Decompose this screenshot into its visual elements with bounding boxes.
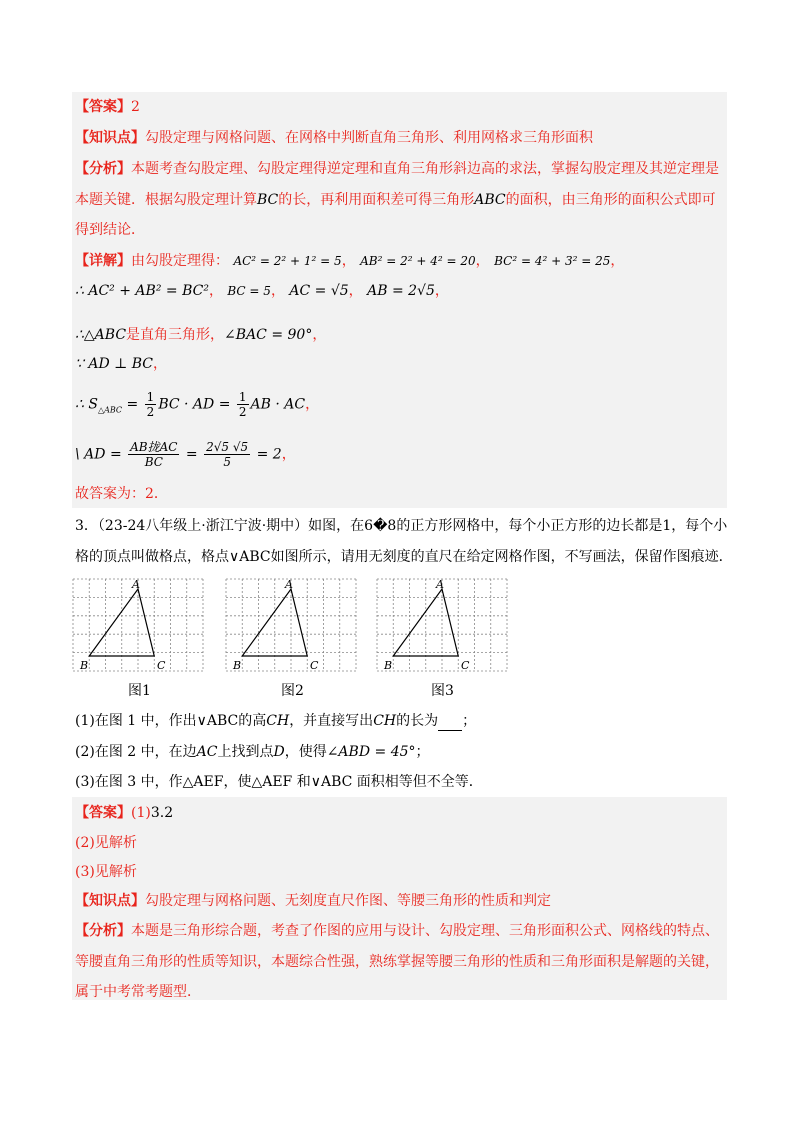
label-a: A: [132, 578, 140, 591]
analysis-text-3: 得到结论．: [75, 222, 145, 238]
denominator: 2: [146, 405, 155, 419]
var-bc: BC: [257, 192, 279, 208]
var-ch: CH: [266, 713, 290, 729]
answer-value: 2: [131, 99, 140, 115]
numerator: 1: [238, 390, 247, 404]
denominator: 5: [223, 455, 231, 469]
final-answer: 故答案为：2．: [75, 486, 168, 502]
comma: ，: [341, 253, 356, 269]
detail-line-6: [75, 440, 296, 469]
numerator: 2√5 √5: [206, 440, 249, 454]
analysis-line-1: [75, 159, 719, 179]
triangle-abc: ∴△ABC: [75, 327, 127, 343]
detail-tag: 【详解】: [75, 253, 131, 269]
question-2: [75, 742, 430, 762]
fraction-value: [204, 440, 250, 469]
figure-1: [72, 578, 204, 672]
comma: ，: [348, 283, 363, 299]
label-b: B: [384, 659, 393, 672]
fraction-ad: [128, 440, 179, 469]
comma: ，: [305, 396, 320, 413]
q3-text: (3)在图 3 中，作△AEF，使△AEF 和∨ABC 面积相等但不全等．: [75, 774, 483, 790]
q1-text-c: 的长为: [396, 713, 439, 729]
var-d: D: [273, 744, 285, 760]
equals: =: [122, 396, 143, 413]
comma: ，: [208, 283, 223, 299]
equation-bc: BC = 5: [227, 284, 271, 298]
numerator: 1: [146, 390, 155, 404]
question-1: [75, 711, 476, 731]
comma: ，: [281, 446, 296, 463]
answer-line: [75, 97, 140, 117]
analysis-text-2c: 的面积，由三角形的面积公式即可: [505, 192, 716, 208]
label-b: B: [80, 659, 89, 672]
analysis-line-3: [75, 220, 145, 240]
analysis-text-2a: 本题关键．根据勾股定理计算: [75, 192, 257, 208]
comma: ，: [312, 327, 327, 343]
result: = 2: [252, 446, 282, 463]
knowledge-text: 勾股定理与网格问题、在网格中判断直角三角形、利用网格求三角形面积: [145, 130, 593, 146]
detail-line-4: [75, 354, 167, 374]
comma: ，: [610, 253, 625, 269]
q1-text-a: (1)在图 1 中，作出∨ABC的高: [75, 713, 267, 729]
caption-figure-1: 图1: [128, 683, 151, 699]
answer2-line-1: [75, 803, 173, 823]
analysis-line-2: [75, 190, 716, 210]
final-answer-line: [75, 484, 168, 504]
analysis-text-2: 等腰直角三角形的性质等知识，本题综合性强，熟练掌握等腰三角形的性质和三角形面积是解题的关键，: [75, 954, 719, 970]
q2-text-a: (2)在图 2 中，在边: [75, 744, 197, 760]
knowledge-text: 勾股定理与网格问题、无刻度直尺作图、等腰三角形的性质和判定: [145, 893, 551, 909]
analysis-text-3: 属于中考常考题型．: [75, 984, 201, 1000]
q1-text-b: ，并直接写出: [289, 713, 374, 729]
area-symbol: ∴ S: [75, 396, 98, 413]
answer-2: (2)见解析: [75, 835, 137, 851]
figure-3: [376, 578, 508, 672]
comma: ，: [475, 253, 490, 269]
comma: ，: [270, 283, 285, 299]
area-subscript: △ABC: [97, 405, 123, 415]
label-c: C: [310, 659, 319, 672]
caption-figure-2: 图2: [281, 683, 304, 699]
label-c: C: [157, 659, 166, 672]
label-b: B: [233, 659, 242, 672]
denominator: BC: [144, 455, 163, 469]
equation-sum: ∴ AC² + AB² = BC²: [75, 283, 209, 299]
equation-bc-squared: BC² = 4² + 3² = 25: [494, 254, 611, 268]
var-ac: AC: [196, 744, 218, 760]
angle-abd: ∠ABD = 45°: [326, 744, 416, 760]
answer-prefix: (1): [131, 805, 151, 821]
question-3: [75, 772, 483, 792]
equation-ac-squared: AC² = 2² + 1² = 5: [233, 254, 342, 268]
problem3-line-1: [75, 516, 727, 536]
analysis-text-1: 本题是三角形综合题，考查了作图的应用与设计、勾股定理、三角形面积公式、网格线的特点、: [131, 923, 719, 939]
q1-text-d: ；: [462, 713, 477, 729]
equals: =: [181, 446, 203, 463]
right-triangle-text: 是直角三角形，: [126, 327, 225, 343]
detail-line-2: [75, 281, 449, 301]
analysis-tag: 【分析】: [75, 161, 131, 177]
answer-value: 3.2: [150, 805, 174, 821]
equation-ab: AB = 2√5: [367, 283, 435, 299]
caption-figure-3: 图3: [431, 683, 454, 699]
answer-tag: 【答案】: [75, 99, 131, 115]
analysis-text-1: 本题考查勾股定理、勾股定理得逆定理和直角三角形斜边高的求法，掌握勾股定理及其逆定理是: [131, 161, 719, 177]
answer-tag: 【答案】: [75, 805, 131, 821]
analysis2-line-3: [75, 982, 201, 1002]
perpendicular: ∵ AD ⊥ BC: [75, 356, 154, 372]
comma: ，: [153, 356, 168, 372]
label-a: A: [285, 578, 293, 591]
q2-text-e: ；: [415, 744, 430, 760]
answer2-line-3: [75, 862, 137, 882]
detail-intro: 由勾股定理得：: [131, 253, 229, 269]
q2-text-b: 上找到点: [217, 744, 274, 760]
angle-bac: ∠BAC = 90°: [224, 327, 313, 343]
denominator: 2: [238, 405, 247, 419]
fraction-half: [145, 390, 157, 419]
answer-blank: [438, 716, 462, 731]
detail-line-1: [75, 251, 624, 271]
q2-text-c: ，使得: [284, 744, 327, 760]
problem3-text-2: 格的顶点叫做格点，格点∨ABC如图所示，请用无刻度的直尺在给定网格作图，不写画法，保留作图痕迹．: [75, 549, 733, 565]
knowledge-line: [75, 128, 593, 148]
analysis2-line-2: [75, 952, 719, 972]
analysis-tag: 【分析】: [75, 923, 131, 939]
problem3-text-1: 3．（23-24八年级上·浙江宁波·期中）如图，在6�8的正方形网格中，每个小正方形的边长都是1，每个小: [75, 518, 728, 534]
label-c: C: [461, 659, 470, 672]
equation-ac: AC = √5: [289, 283, 349, 299]
area-expr-2: AB · AC: [250, 396, 306, 413]
analysis-text-2b: 的长，再利用面积差可得三角形: [278, 192, 475, 208]
answer2-line-2: [75, 833, 137, 853]
var-abc: ABC: [474, 192, 506, 208]
answer-3: (3)见解析: [75, 864, 137, 880]
label-a: A: [436, 578, 444, 591]
knowledge-tag: 【知识点】: [75, 893, 145, 909]
problem3-line-2: [75, 547, 733, 567]
comma: ，: [434, 283, 449, 299]
knowledge2-line: [75, 891, 551, 911]
ad-equals: \ AD =: [75, 446, 127, 463]
equation-ab-squared: AB² = 2² + 4² = 20: [360, 254, 476, 268]
analysis2-line-1: [75, 921, 719, 941]
detail-line-3: [75, 325, 326, 345]
figure-2: [225, 578, 357, 672]
numerator: AB拢AC: [130, 440, 178, 454]
detail-line-5: [75, 390, 319, 424]
fraction-half: [237, 390, 249, 419]
knowledge-tag: 【知识点】: [75, 130, 145, 146]
area-expr-1: BC · AD =: [158, 396, 235, 413]
var-ch: CH: [373, 713, 397, 729]
